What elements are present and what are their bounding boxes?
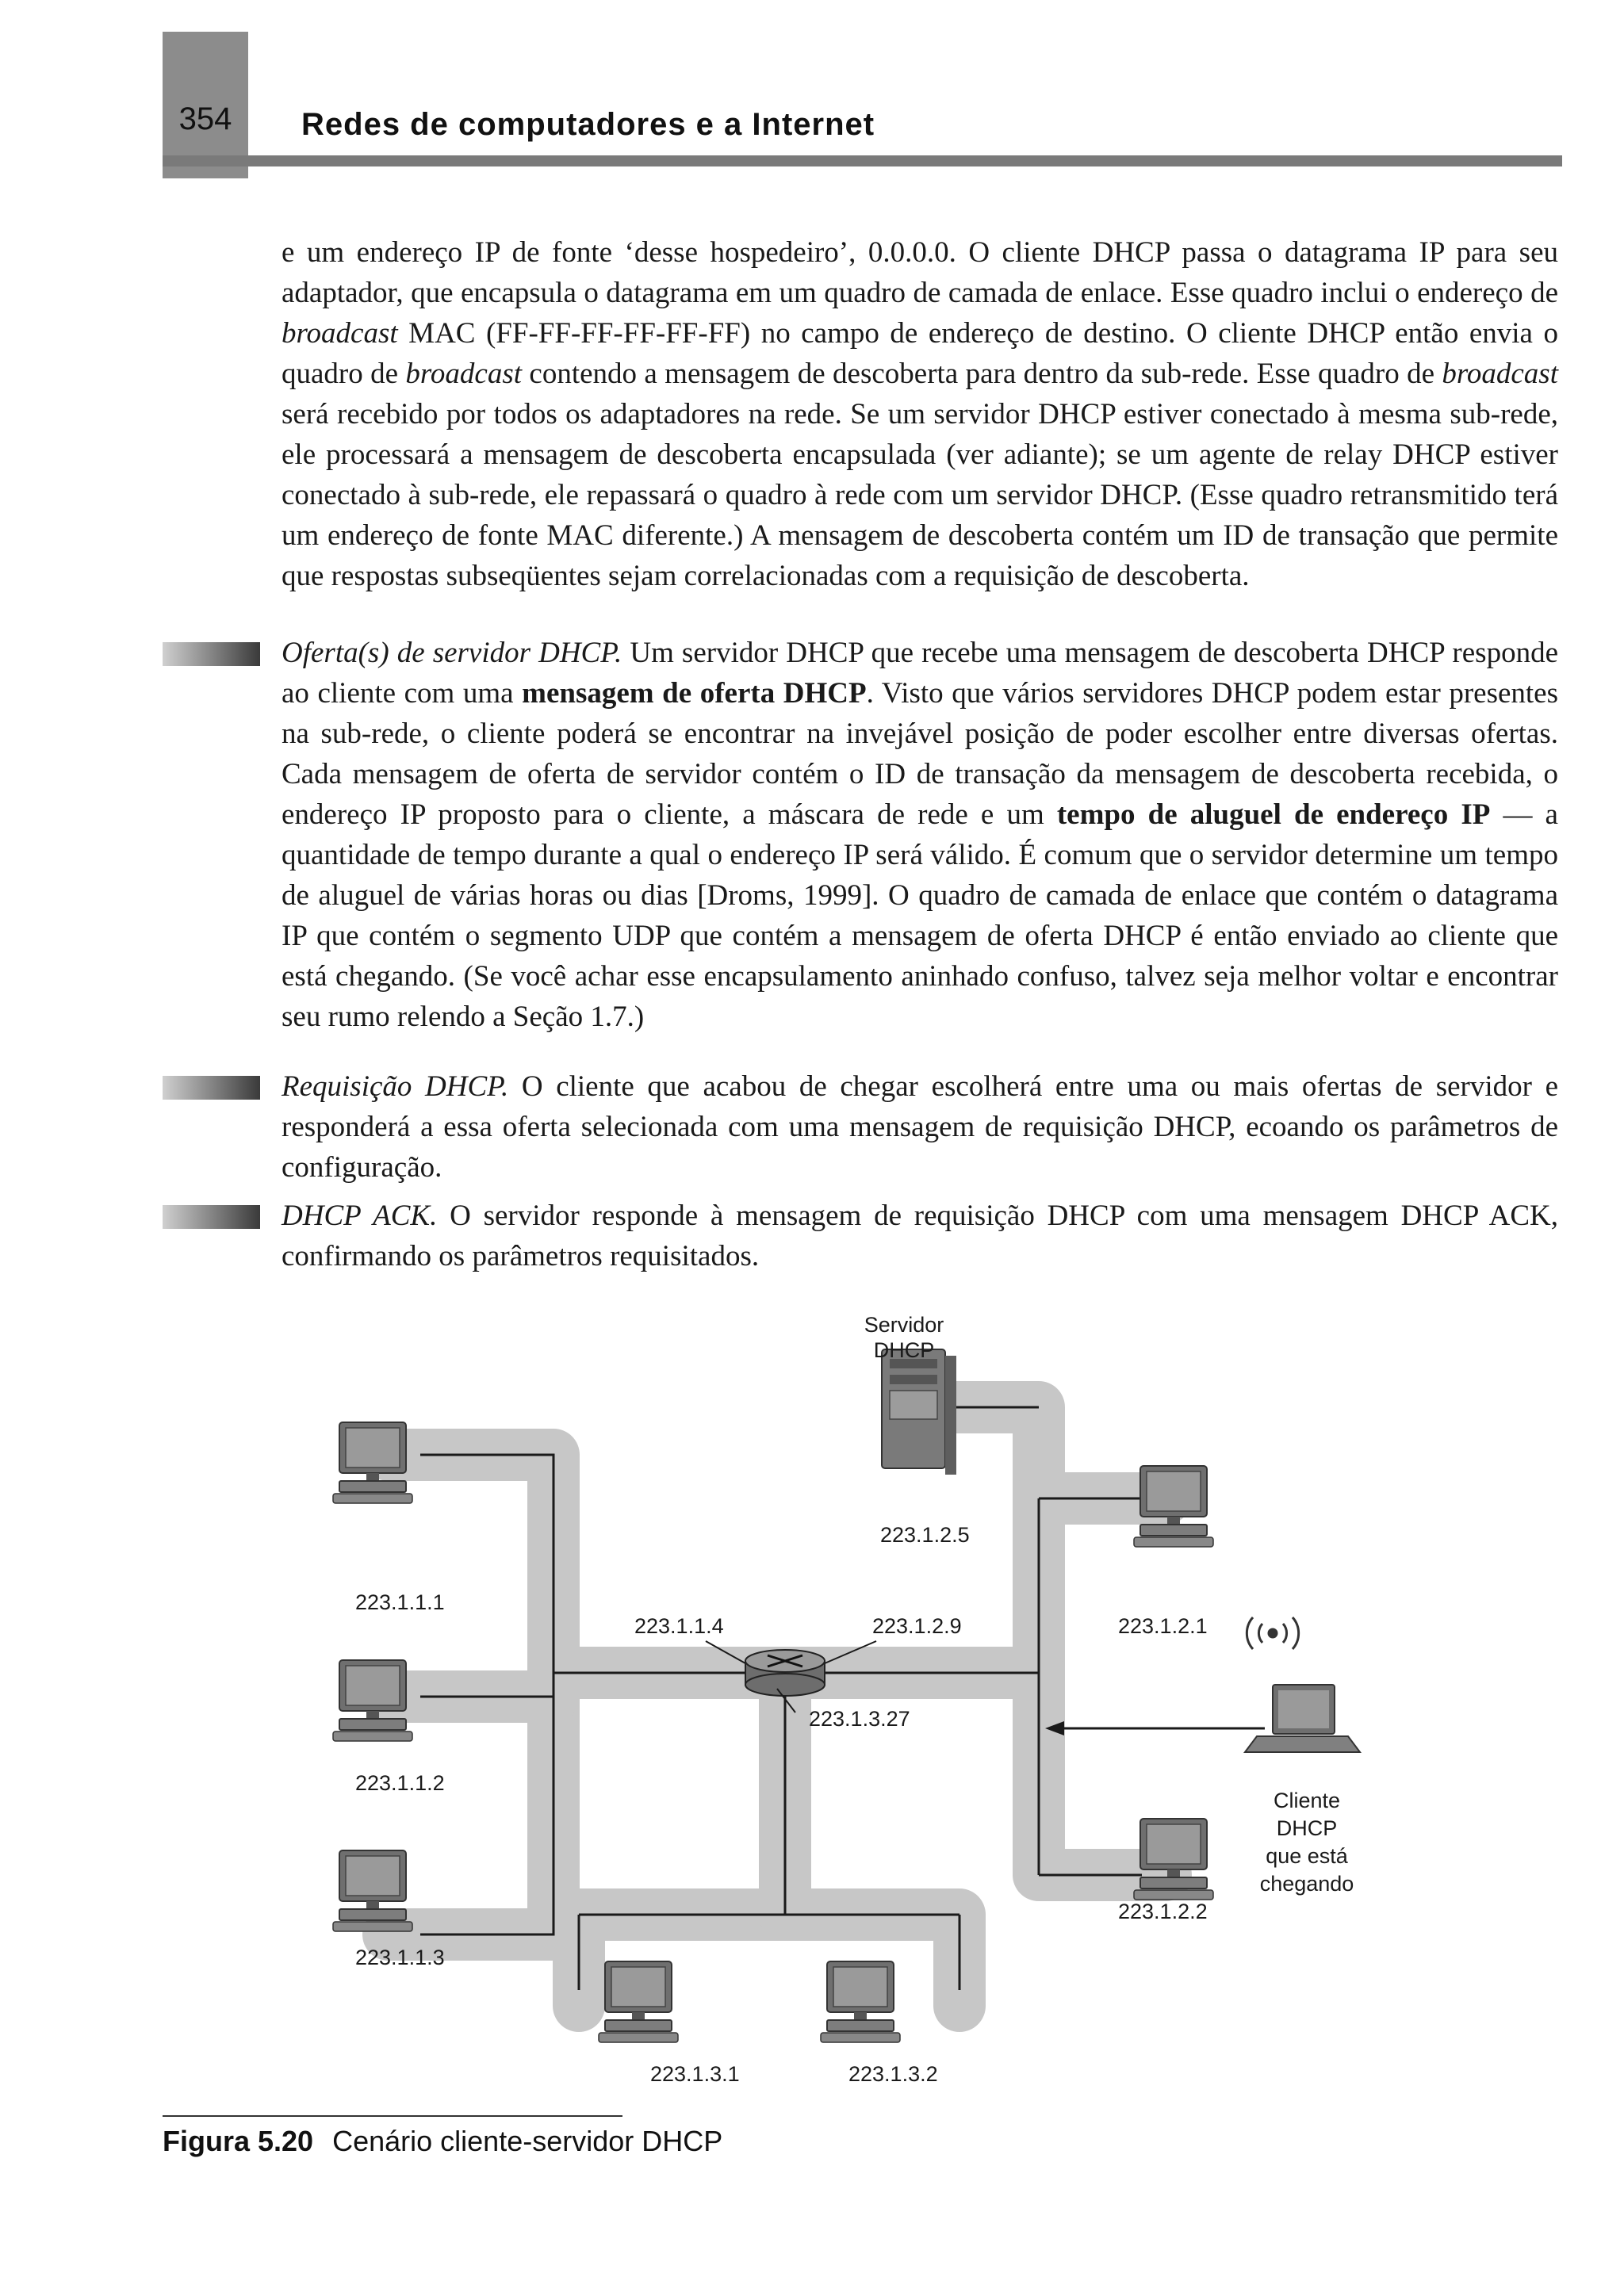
- figure-number: Figura 5.20: [163, 2125, 314, 2157]
- client-label-line1: Cliente: [1273, 1789, 1341, 1812]
- host-ip-label: 223.1.2.1: [1118, 1614, 1208, 1638]
- figure-caption: [163, 2125, 722, 2158]
- host-ip-label: 223.1.3.2: [848, 2062, 938, 2085]
- wireless-arrow: [1045, 1721, 1265, 1735]
- paragraph-discovery: e um endereço IP de fonte ‘desse hospedeiro’, 0.0.0.0. O cliente DHCP passa o datagrama IP para seu adaptador, que encapsula o datagrama em um quadro de camada de enlace. Esse quadro inclui o endereço de broadcast MAC (FF-FF-FF-FF-FF-FF) no campo de endereço de destino. O cliente DHCP então envia o quadro de broadcast contendo a mensagem de descoberta para dentro da sub-rede. Esse quadro de broadcast será recebido por todos os adaptadores na rede. Se um servidor DHCP estiver conectado à mesma sub-rede, ele processará a mensagem de descoberta encapsulada (ver adiante); se um agente de relay DHCP estiver conectado à sub-rede, ele repassará o quadro à rede com um servidor DHCP. (Esse quadro retransmitido terá um endereço de fonte MAC diferente.) A mensagem de descoberta contém um ID de transação que permite que respostas subseqüentes sejam correlacionadas com a requisição de descoberta.: [282, 236, 1558, 592]
- host-223-1-3-1-icon: [599, 1961, 678, 2042]
- client-label-line2: DHCP: [1276, 1816, 1338, 1840]
- host-ip-label: 223.1.1.3: [355, 1946, 445, 1969]
- client-label-line3: que está: [1266, 1844, 1348, 1868]
- router-ip-left-label: 223.1.1.4: [634, 1614, 724, 1638]
- host-223-1-3-2-icon: [821, 1961, 900, 2042]
- router-icon: [745, 1650, 825, 1696]
- host-ip-label: 223.1.1.2: [355, 1771, 445, 1795]
- page-number: 354: [178, 101, 232, 136]
- host-223-1-1-2-icon: [333, 1660, 412, 1741]
- server-ip-label: 223.1.2.5: [880, 1523, 970, 1547]
- dhcp-diagram: [301, 1308, 1427, 2085]
- laptop-client-icon: [1245, 1685, 1360, 1752]
- host-223-1-2-2-icon: [1134, 1819, 1213, 1900]
- router-ip-bottom-label: 223.1.3.27: [809, 1707, 910, 1731]
- dhcp-server-icon: [882, 1349, 956, 1475]
- link-halos: [389, 1407, 1166, 2006]
- paragraph-request: Requisição DHCP. O cliente que acabou de chegar escolherá entre uma ou mais ofertas de servidor e responderá a essa oferta selecionada com uma mensagem de requisição DHCP, ecoando os parâmetros de configuração.: [282, 1070, 1559, 1184]
- bullet-marker: [163, 1076, 260, 1100]
- host-223-1-2-1-icon: [1134, 1466, 1213, 1547]
- wireless-signal-icon: [1247, 1617, 1298, 1649]
- bullet-marker: [163, 642, 260, 666]
- header-rule: [163, 155, 1562, 166]
- server-label-line1: Servidor: [864, 1313, 944, 1337]
- paragraph-ack: DHCP ACK. O servidor responde à mensagem de requisição DHCP com uma mensagem DHCP ACK, confirmando os parâmetros requisitados.: [282, 1200, 1558, 1272]
- host-223-1-1-1-icon: [333, 1422, 412, 1503]
- router-ip-right-label: 223.1.2.9: [872, 1614, 962, 1638]
- host-ip-label: 223.1.2.2: [1118, 1900, 1208, 1923]
- figure-title: Cenário cliente-servidor DHCP: [332, 2125, 723, 2157]
- caption-rule: [163, 2115, 622, 2117]
- running-title: Redes de computadores e a Internet: [301, 107, 875, 142]
- paragraph-offer: Oferta(s) de servidor DHCP. Um servidor DHCP que recebe uma mensagem de descoberta DHCP responde ao cliente com uma mensagem de oferta DHCP. Visto que vários servidores DHCP podem estar presentes na sub-rede, o cliente poderá se encontrar na invejável posição de poder escolher entre diversas ofertas. Cada mensagem de oferta de servidor contém o ID de transação da mensagem de descoberta recebida, o endereço IP proposto para o cliente, a máscara de rede e um tempo de aluguel de endereço IP — a quantidade de tempo durante a qual o endereço IP será válido. É comum que o servidor determine um tempo de aluguel de várias horas ou dias [Droms, 1999]. O quadro de camada de enlace que contém o datagrama IP que contém o segmento UDP que contém a mensagem de oferta DHCP é então enviado ao cliente que está chegando. (Se você achar esse encapsulamento aninhado confuso, talvez seja melhor voltar e encontrar seu rumo relendo a Seção 1.7.): [282, 637, 1559, 1033]
- host-ip-label: 223.1.1.1: [355, 1590, 445, 1614]
- host-ip-label: 223.1.3.1: [650, 2062, 740, 2085]
- client-label-line4: chegando: [1259, 1872, 1354, 1896]
- bullet-marker: [163, 1205, 260, 1229]
- host-223-1-1-3-icon: [333, 1850, 412, 1931]
- server-label-line2: DHCP: [873, 1338, 935, 1362]
